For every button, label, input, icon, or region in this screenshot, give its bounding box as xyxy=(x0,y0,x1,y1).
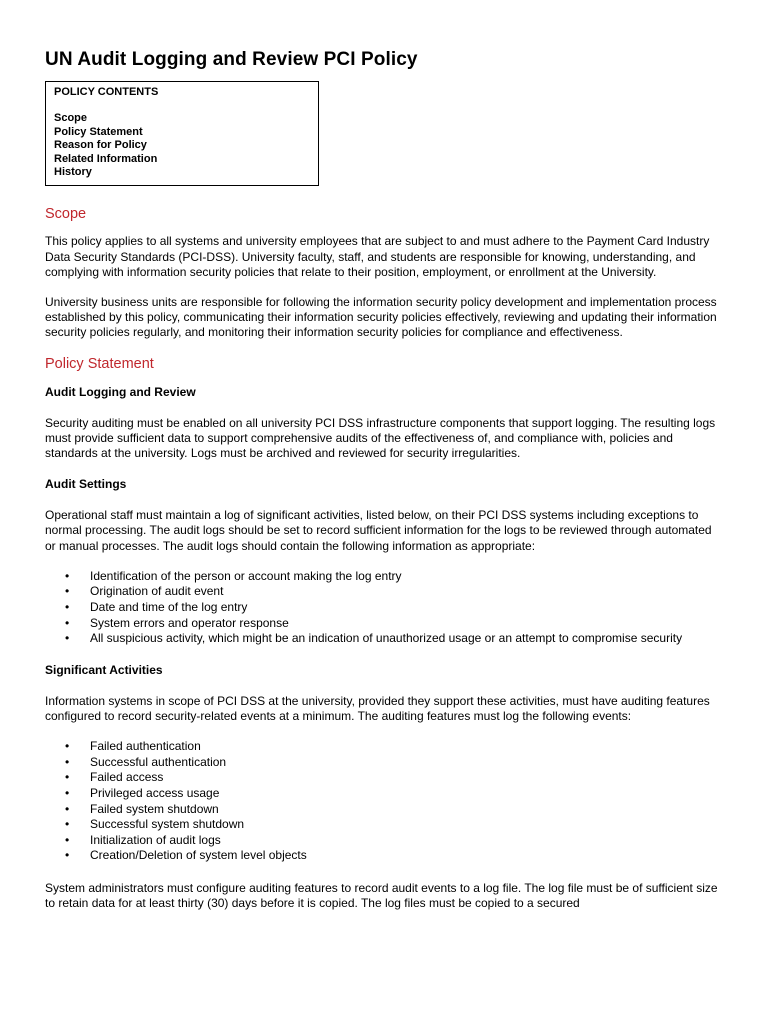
audit-settings-paragraph: Operational staff must maintain a log of significant activities, listed below, on their PCI DSS systems including exceptions to normal processing. The audit logs should be set to record sufficient information for the logs to be reviewed through automated or manual processes. The audit logs should contain the following information as appropriate: xyxy=(45,508,712,553)
list-item: • Successful system shutdown xyxy=(45,817,725,833)
policy-statement-heading: Policy Statement xyxy=(45,355,154,372)
list-item: • All suspicious activity, which might be an indication of unauthorized usage or an attempt to compromise security xyxy=(45,631,725,647)
scope-paragraph: University business units are responsible for following the information security policy development and implementation process established by this policy, communicating their information security policies effectively, reviewing and updating their information security policies regularly, and monitoring their information security policies for compliance and effectiveness. xyxy=(45,295,717,340)
policy-contents-box xyxy=(45,81,319,186)
audit-settings-list xyxy=(45,569,725,647)
list-item: • Failed authentication xyxy=(45,739,725,755)
toc-item-related-information[interactable]: Related Information xyxy=(54,152,158,165)
audit-logging-heading: Audit Logging and Review xyxy=(45,384,196,399)
policy-contents-heading: POLICY CONTENTS xyxy=(54,86,159,98)
log-file-paragraph: System administrators must configure auditing features to record audit events to a log file. The log file must be of sufficient size to retain data for at least thirty (30) days before it is copied. The log files must be copied to a secured xyxy=(45,881,718,911)
list-item: • Origination of audit event xyxy=(45,584,725,600)
significant-activities-heading: Significant Activities xyxy=(45,662,163,677)
list-item: • Failed access xyxy=(45,770,725,786)
scope-heading: Scope xyxy=(45,206,87,223)
list-item: • Failed system shutdown xyxy=(45,802,725,818)
list-item: • Creation/Deletion of system level objects xyxy=(45,848,725,864)
document-title: UN Audit Logging and Review PCI Policy xyxy=(45,49,418,70)
audit-settings-heading: Audit Settings xyxy=(45,477,127,492)
significant-activities-list xyxy=(45,739,725,864)
toc-item-scope[interactable]: Scope xyxy=(54,112,88,125)
list-item: • Privileged access usage xyxy=(45,786,725,802)
scope-paragraph: This policy applies to all systems and university employees that are subject to and must adhere to the Payment Card Industry Data Security Standards (PCI-DSS). University faculty, staff, and students are responsible for knowing, understanding, and complying with information security policies that relate to their position, employment, or enrollment at the University. xyxy=(45,234,710,279)
toc-item-history[interactable]: History xyxy=(54,166,92,179)
list-item: • Successful authentication xyxy=(45,755,725,771)
toc-item-policy-statement[interactable]: Policy Statement xyxy=(54,125,143,138)
list-item: • System errors and operator response xyxy=(45,616,725,632)
audit-logging-paragraph: Security auditing must be enabled on all university PCI DSS infrastructure components that support logging. The resulting logs must provide sufficient data to support comprehensive audits of the effectiveness of, and compliance with, policies and standards at the university. Logs must be archived and reviewed for security irregularities. xyxy=(45,415,716,461)
document-page xyxy=(45,48,725,911)
list-item: • Date and time of the log entry xyxy=(45,600,725,616)
significant-activities-paragraph: Information systems in scope of PCI DSS at the university, provided they support these activities, must have auditing features configured to record security-related events at a minimum. The auditing features must log the following events: xyxy=(45,693,710,724)
list-item: • Identification of the person or account making the log entry xyxy=(45,569,725,585)
list-item: • Initialization of audit logs xyxy=(45,833,725,849)
toc-item-reason-for-policy[interactable]: Reason for Policy xyxy=(54,139,147,152)
